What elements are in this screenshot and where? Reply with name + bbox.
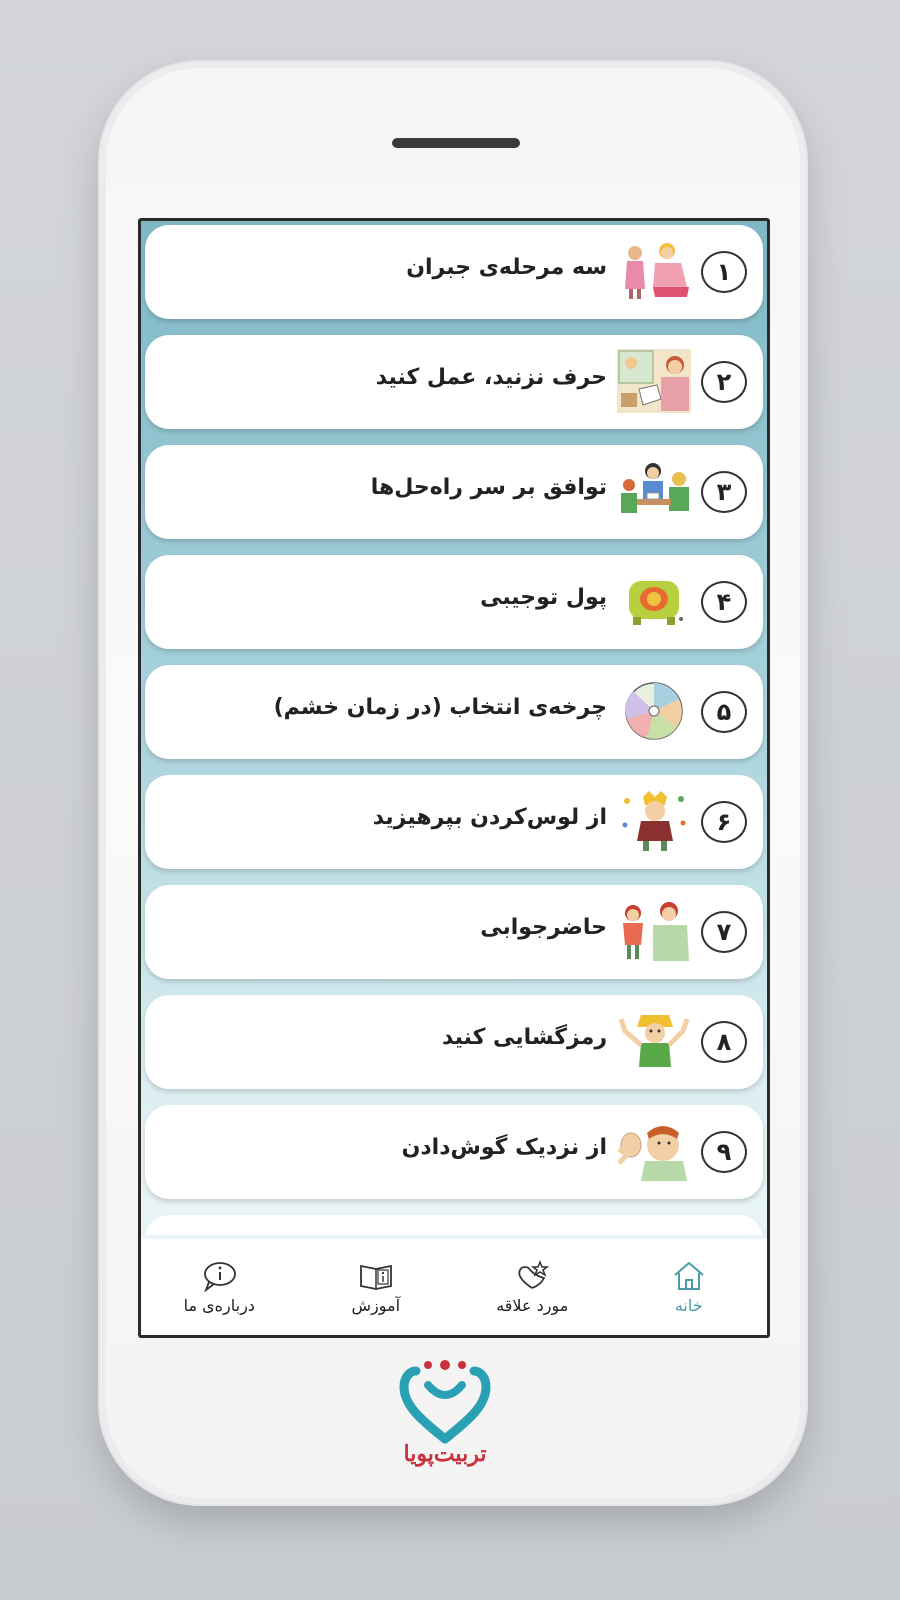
tab-favorites-label: مورد علاقه — [496, 1295, 569, 1315]
list-item[interactable] — [145, 555, 763, 649]
item-number-badge: ۲ — [701, 361, 747, 403]
phone-frame — [100, 62, 806, 1504]
tab-learn-label: آموزش — [351, 1295, 401, 1315]
item-number-badge: ۴ — [701, 581, 747, 623]
home-icon — [671, 1260, 707, 1292]
item-number-badge: ۶ — [701, 801, 747, 843]
spoiled-child-illustration-icon — [617, 789, 691, 853]
item-title: سه مرحله‌ی جبران — [406, 255, 607, 280]
list-item[interactable] — [145, 225, 763, 319]
heart-star-icon — [514, 1260, 550, 1292]
tab-learn[interactable] — [298, 1239, 455, 1335]
confused-child-illustration-icon — [617, 1009, 691, 1073]
item-title: از نزدیک گوش‌دادن — [401, 1135, 607, 1160]
backtalk-illustration-icon — [617, 899, 691, 963]
choice-wheel-illustration-icon — [617, 679, 691, 743]
item-number-badge: ۹ — [701, 1131, 747, 1173]
tab-about[interactable] — [141, 1239, 298, 1335]
bottom-tab-bar — [141, 1239, 767, 1335]
list-item[interactable] — [145, 885, 763, 979]
parent-child-illustration-icon — [617, 239, 691, 303]
piggy-bank-illustration-icon — [617, 569, 691, 633]
tab-home-label: خانه — [674, 1295, 703, 1315]
list-item[interactable] — [145, 335, 763, 429]
talking-illustration-icon — [617, 349, 691, 413]
brand-logo-text: تربیت‌پویا — [403, 1441, 487, 1467]
item-title: رمزگشایی کنید — [441, 1025, 607, 1050]
phone-speaker — [392, 138, 520, 148]
item-number-badge: ۳ — [701, 471, 747, 513]
item-title: پول توجیبی — [480, 585, 607, 610]
item-number-badge: ۱ — [701, 251, 747, 293]
app-screen — [138, 218, 770, 1338]
item-title: توافق بر سر راه‌حل‌ها — [370, 475, 607, 500]
brand-logo — [390, 1355, 500, 1475]
lesson-list[interactable] — [141, 221, 767, 1235]
family-table-illustration-icon — [617, 459, 691, 523]
item-number-badge: ۵ — [701, 691, 747, 733]
tab-favorites[interactable] — [454, 1239, 611, 1335]
item-title: از لوس‌کردن بپرهیزید — [372, 805, 607, 830]
tab-about-label: درباره‌ی ما — [183, 1295, 255, 1315]
info-bubble-icon — [201, 1260, 237, 1292]
item-number-badge: ۷ — [701, 911, 747, 953]
heart-logo-icon — [390, 1355, 500, 1445]
list-item-partial[interactable] — [145, 1215, 763, 1235]
tab-home[interactable] — [611, 1239, 768, 1335]
list-item[interactable] — [145, 665, 763, 759]
list-item[interactable] — [145, 995, 763, 1089]
book-info-icon — [358, 1260, 394, 1292]
list-item[interactable] — [145, 1105, 763, 1199]
list-item[interactable] — [145, 775, 763, 869]
list-item[interactable] — [145, 445, 763, 539]
item-title: چرخه‌ی انتخاب (در زمان خشم) — [273, 695, 607, 720]
listening-illustration-icon — [617, 1119, 691, 1183]
item-title: حاضرجوابی — [480, 915, 607, 940]
item-number-badge: ۸ — [701, 1021, 747, 1063]
item-title: حرف نزنید، عمل کنید — [375, 365, 607, 390]
